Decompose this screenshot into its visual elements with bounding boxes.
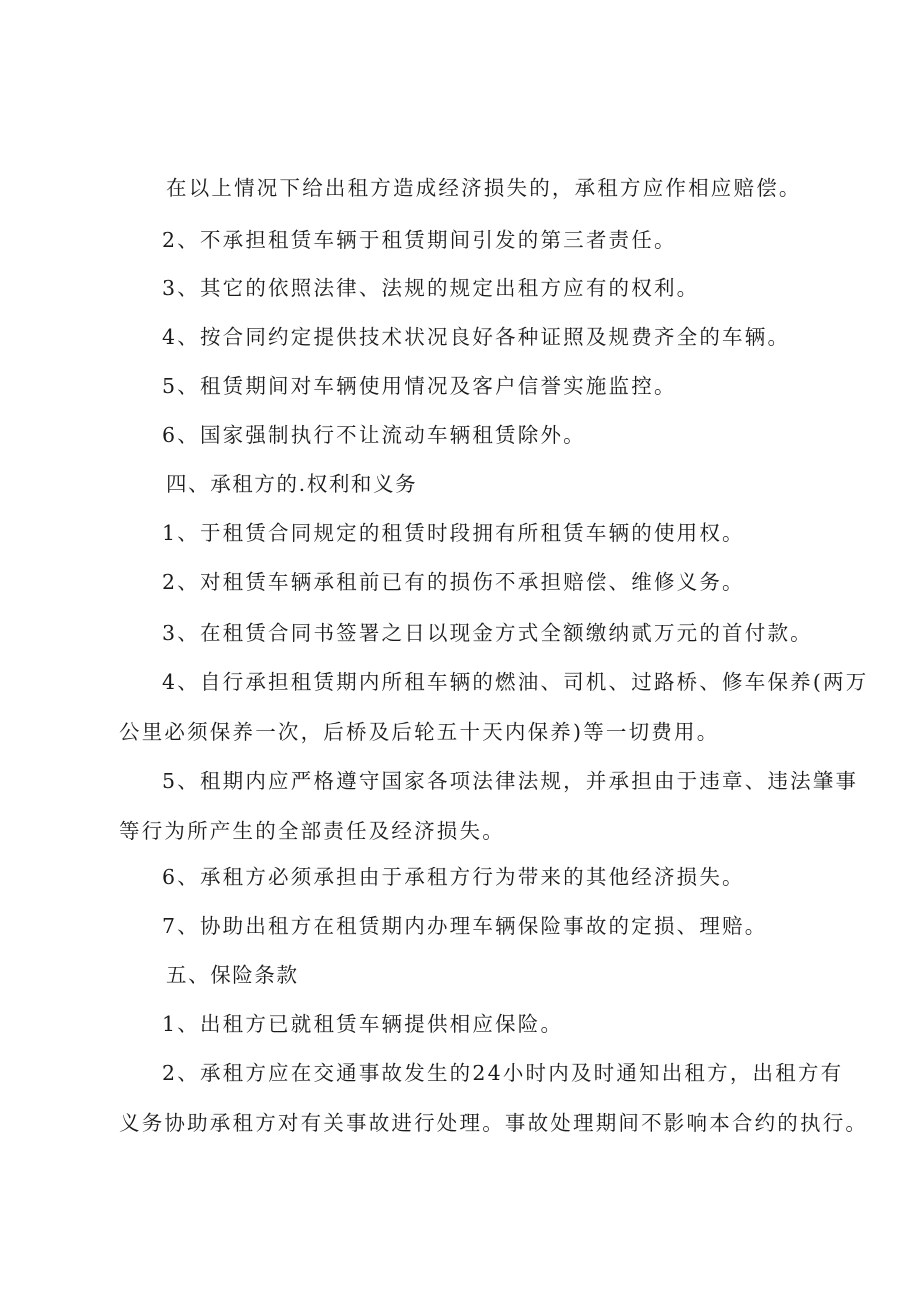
paragraph-text: 4、按合同约定提供技术状况良好各种证照及规费齐全的车辆。 (162, 325, 791, 349)
paragraph-item-2-third-party (0, 226, 920, 254)
paragraph-line: 公里必须保养一次，后桥及后轮五十天内保养)等一切费用。 (119, 720, 720, 744)
paragraph-text: 1、出租方已就租赁车辆提供相应保险。 (162, 1012, 564, 1036)
heading-text: 四、承租方的.权利和义务 (166, 472, 418, 496)
section-heading-5 (0, 961, 920, 989)
paragraph-lessee-item-1 (0, 519, 920, 547)
paragraph-lessee-item-2 (0, 568, 920, 596)
paragraph-compensation (0, 174, 920, 202)
paragraph-text: 6、承租方必须承担由于承租方行为带来的其他经济损失。 (162, 865, 745, 889)
paragraph-text: 5、租赁期间对车辆使用情况及客户信誉实施监控。 (162, 374, 677, 398)
paragraph-text: 2、不承担租赁车辆于租赁期间引发的第三者责任。 (162, 228, 677, 252)
paragraph-lessee-item-3 (0, 619, 920, 647)
paragraph-text: 6、国家强制执行不让流动车辆租赁除外。 (162, 423, 586, 447)
paragraph-line: 等行为所产生的全部责任及经济损失。 (119, 819, 505, 843)
paragraph-text: 1、于租赁合同规定的租赁时段拥有所租赁车辆的使用权。 (162, 521, 745, 545)
paragraph-text: 3、其它的依照法律、法规的规定出租方应有的权利。 (162, 276, 700, 300)
paragraph-lessee-item-5 (0, 767, 859, 845)
paragraph-text: 7、协助出租方在租赁期内办理车辆保险事故的定损、理赔。 (162, 914, 768, 938)
paragraph-insurance-item-2 (0, 1059, 869, 1137)
paragraph-text: 3、在租赁合同书签署之日以现金方式全额缴纳贰万元的首付款。 (162, 621, 813, 645)
paragraph-text: 2、对租赁车辆承租前已有的损伤不承担赔偿、维修义务。 (162, 570, 745, 594)
paragraph-lessee-item-6 (0, 863, 920, 891)
paragraph-line: 义务协助承租方对有关事故进行处理。事故处理期间不影响本合约的执行。 (119, 1111, 869, 1135)
paragraph-line: 4、自行承担租赁期内所租车辆的燃油、司机、过路桥、修车保养(两万 (162, 670, 869, 694)
heading-text: 五、保险条款 (166, 963, 299, 987)
paragraph-line: 5、租期内应严格遵守国家各项法律法规，并承担由于违章、违法肇事 (162, 769, 859, 793)
paragraph-item-5-monitoring (0, 372, 920, 400)
paragraph-insurance-item-1 (0, 1010, 920, 1038)
paragraph-lessee-item-4 (0, 668, 869, 746)
paragraph-item-3-rights (0, 274, 920, 302)
paragraph-text: 在以上情况下给出租方造成经济损失的，承租方应作相应赔偿。 (166, 176, 802, 200)
paragraph-item-4-provide-vehicle (0, 323, 920, 351)
paragraph-item-6-exception (0, 421, 920, 449)
paragraph-line: 2、承租方应在交通事故发生的24小时内及时通知出租方，出租方有 (162, 1061, 844, 1085)
paragraph-lessee-item-7 (0, 912, 920, 940)
section-heading-4 (0, 470, 920, 498)
